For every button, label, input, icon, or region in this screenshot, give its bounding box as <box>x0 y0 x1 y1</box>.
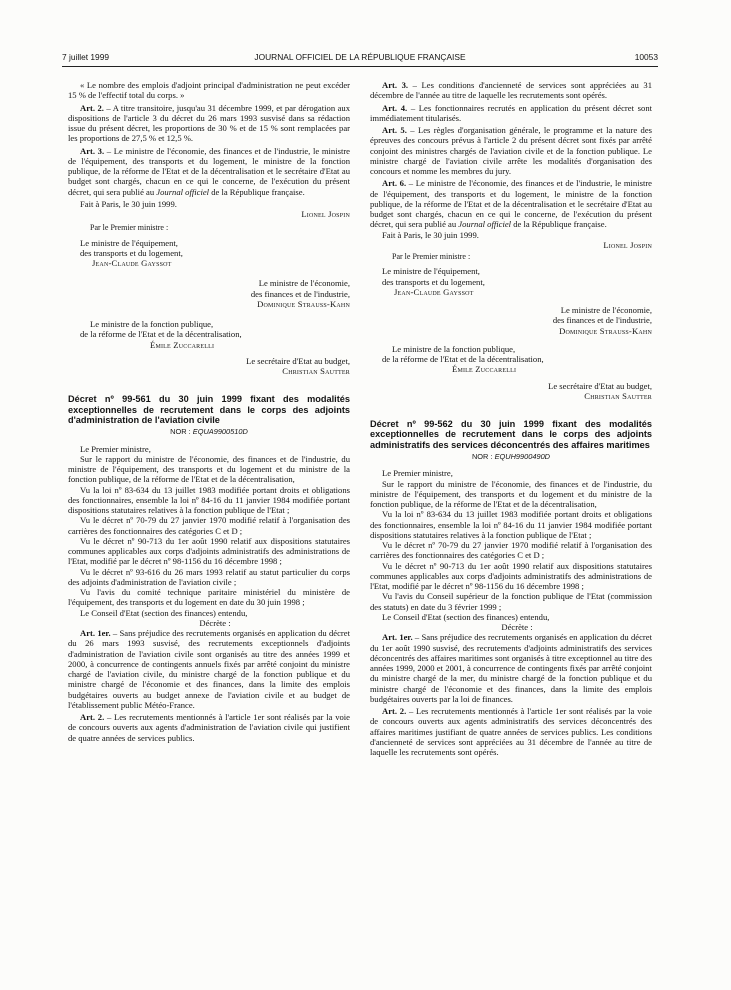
paragraph: Vu l'avis du Conseil supérieur de la fonction publique de l'Etat (commission des statuts) en date du 3 février 1999 ; <box>370 591 652 612</box>
minister-name: Émile Zuccarelli <box>452 364 517 375</box>
signer-name: Lionel Jospin <box>603 239 652 250</box>
minister-name: Dominique Strauss-Kahn <box>559 325 652 336</box>
paragraph: « Le nombre des emplois d'adjoint principal d'administration ne peut excéder 15 % de l'effectif total du corps. » <box>68 80 350 101</box>
article-text: – Les règles d'organisation générale, le programme et la nature des épreuves des concours prévus à l'article 2 du présent décret sont fixés par arrêté conjoint des ministres chargés de l'aviation civile et de la fonction publique. Le ministre chargé de l'aviation civile arrête les modalités d'organisation des concours et nomme les membres du jury. <box>370 125 652 176</box>
minister-title: Le secrétaire d'Etat au budget, <box>548 380 652 391</box>
par-premier-ministre: Par le Premier ministre : <box>392 252 471 261</box>
article-label: Art. 3. <box>80 145 105 156</box>
left-column <box>68 80 350 743</box>
paragraph: Vu le décret nº 93-616 du 26 mars 1993 relatif au statut particulier du corps des adjoints d'administration de l'aviation civile ; <box>68 566 350 587</box>
paragraph: Le Premier ministre, <box>80 443 151 454</box>
minister-title: Le ministre de l'équipement, <box>80 237 178 248</box>
article-text: – A titre transitoire, jusqu'au 31 décembre 1999, et par dérogation aux dispositions de l'article 3 du décret du 26 mars 1993 susvisé dans sa rédaction issue du présent décret, les proportions de 30 % et de 15 % sont remplacées par les proportions de 27,5 % et 12,5 %. <box>68 102 350 144</box>
article <box>68 628 350 710</box>
minister-name: Émile Zuccarelli <box>150 339 215 350</box>
minister-title: des finances et de l'industrie, <box>250 288 350 299</box>
paragraph: Vu le décret nº 70-79 du 27 janvier 1970 modifié relatif à l'organisation des carrières des fonctionnaires des catégories C et D ; <box>68 515 350 536</box>
article <box>370 103 652 124</box>
article-text: – Les conditions d'ancienneté de services sont appréciées au 31 décembre de l'année au titre de laquelle les recrutements sont opérés. <box>370 80 652 101</box>
minister-title: Le ministre de l'économie, <box>560 305 652 315</box>
article-text: de la République française. <box>209 186 305 197</box>
article-text: – Sans préjudice des recrutements organisés en application du décret du 26 mars 1993 susvisé, des recrutements exceptionnels d'adjoints d'administration de l'aviation civile sont organisés au titre des années 1999 et 2000, à concurrence de contingents annuels fixés par arrêté conjoint du ministre chargé de l'aviation civile, du ministre chargé de la fonction publique et du ministre chargé de l'économie et des finances, dans la limite des emplois budgétaires ouverts au budget annexe de l'aviation civile et au budget de l'établissement public Météo-France. <box>68 628 350 710</box>
decrete-heading: Décrète : <box>199 617 231 628</box>
minister-title: des transports et du logement, <box>382 276 485 287</box>
article-label: Art. 6. <box>382 178 407 189</box>
minister-title: des finances et de l'industrie, <box>552 315 652 326</box>
paragraph: Vu la loi nº 83-634 du 13 juillet 1983 modifiée portant droits et obligations des fonctionnaires, ensemble la loi nº 84-16 du 11 janvier 1984 modifiée portant dispositions statutaires relatives à la fonction publique de l'Etat ; <box>370 509 652 540</box>
minister-title: Le ministre de l'économie, <box>258 278 350 289</box>
article <box>370 125 652 176</box>
minister-title: Le ministre de la fonction publique, <box>392 343 516 354</box>
paragraph: Sur le rapport du ministre de l'économie, des finances et de l'industrie, du ministre de l'équipement, des transports et du logement et du ministre de la fonction publique, de la réforme de l'Etat et de la décentralisation, <box>68 453 350 485</box>
header-journal-title: JOURNAL OFFICIEL DE LA RÉPUBLIQUE FRANÇAISE <box>254 52 466 62</box>
minister-title: de la réforme de l'Etat et de la décentralisation, <box>382 354 544 364</box>
article <box>370 706 652 757</box>
decree-title: Décret nº 99-562 du 30 juin 1999 fixant des modalités exceptionnelles de recrutement dans le corps des adjoints administratifs des services déconcentrés des affaires maritimes <box>370 419 652 450</box>
article-text: – Les recrutements mentionnés à l'article 1er sont réalisés par la voie de concours ouverts aux agents d'administration de l'aviation civile qui justifient de quatre années de services publics. <box>68 712 350 743</box>
nor-label: NOR : <box>170 427 193 437</box>
article-label: Art. 1er. <box>80 628 111 639</box>
article <box>370 178 652 229</box>
header-page-number: 10053 <box>634 52 658 62</box>
paragraph: Vu le décret nº 90-713 du 1er août 1990 relatif aux dispositions statutaires communes applicables aux corps d'adjoints administratifs des administrations de l'Etat, modifié par le décret nº 98-1156 du 16 décembre 1998 ; <box>370 560 652 592</box>
page-header <box>62 52 658 66</box>
paragraph: Le Premier ministre, <box>382 468 453 479</box>
article <box>68 103 350 144</box>
nor-label: NOR : <box>471 452 495 462</box>
nor-code: EQUA9900510D <box>192 427 248 437</box>
minister-name: Jean-Claude Gayssot <box>394 286 474 297</box>
nor-reference <box>68 427 350 437</box>
paragraph: Vu le décret nº 90-713 du 1er août 1990 relatif aux dispositions statutaires communes applicables aux corps d'adjoints administratifs des administrations de l'Etat, modifié par le décret nº 98-1156 du 16 décembre 1998 ; <box>68 535 350 567</box>
article <box>68 146 350 197</box>
par-premier-ministre: Par le Premier ministre : <box>90 223 169 233</box>
article <box>68 712 350 743</box>
minister-title: Le ministre de la fonction publique, <box>90 319 214 329</box>
article <box>370 80 652 101</box>
decree-title: Décret nº 99-561 du 30 juin 1999 fixant des modalités exceptionnelles de recrutement dans le corps des adjoints d'administration de l'aviation civile <box>68 394 350 426</box>
header-date: 7 juillet 1999 <box>62 52 110 62</box>
paragraph: Sur le rapport du ministre de l'économie, des finances et de l'industrie, du ministre de l'équipement, des transports et du logement et du ministre de la fonction publique, de la réforme de l'Etat et de la décentralisation, <box>370 478 652 510</box>
journal-name: Journal officiel <box>458 219 512 230</box>
minister-name: Dominique Strauss-Kahn <box>257 298 350 309</box>
paragraph: Vu le décret nº 70-79 du 27 janvier 1970 modifié relatif à l'organisation des carrières des fonctionnaires des catégories C et D ; <box>370 540 652 561</box>
article-text: – Le ministre de l'économie, des finances et de l'industrie, le ministre de l'équipement, des transports et du logement, le ministre de la fonction publique, de la réforme de l'Etat et de la décentralisation et le secrétaire d'Etat au budget sont chargés, chacun en ce qui le concerne, de l'exécution du présent décret, qui sera publié au <box>68 145 351 197</box>
decrete-heading: Décrète : <box>501 622 533 633</box>
right-column <box>370 80 652 757</box>
article-label: Art. 2. <box>382 706 407 717</box>
article-text: de la République française. <box>511 219 607 230</box>
article-label: Art. 1er. <box>382 632 413 643</box>
minister-name: Jean-Claude Gayssot <box>92 258 172 268</box>
signer-name: Lionel Jospin <box>301 209 350 219</box>
fait-line: Fait à Paris, le 30 juin 1999. <box>382 229 479 240</box>
article-text: – Sans préjudice des recrutements organisés en application du décret du 1er août 1990 susvisé, des recrutements d'adjoints administratifs des services déconcentrés des affaires maritimes sont organisés à titre exceptionnel au titre des années 1999, 2000 et 2001, à concurrence de contingents fixés par arrêté conjoint du ministre chargé de la mer, du ministre chargé de la fonction publique et du ministre chargé de l'économie et des finances, dans la limite des emplois budgétaires ouverts par la loi de finances. <box>370 632 652 704</box>
minister-title: de la réforme de l'Etat et de la décentralisation, <box>80 329 242 340</box>
article-label: Art. 4. <box>382 102 408 113</box>
minister-name: Christian Sautter <box>584 390 652 401</box>
paragraph: Vu l'avis du comité technique paritaire ministériel du ministère de l'équipement, des transports et du logement en date du 30 juin 1998 ; <box>68 587 350 608</box>
article-text: – Les fonctionnaires recrutés en application du présent décret sont immédiatement titularisés. <box>370 102 653 123</box>
article-text: – Les recrutements mentionnés à l'article 1er sont réalisés par la voie de concours ouverts aux agents administratifs des services déconcentrés des affaires maritimes justifiant de quatre années de services publics. Les conditions d'ancienneté de services sont appréciées au 31 décembre de l'année au titre de laquelle les recrutements sont opérés. <box>370 706 652 758</box>
minister-name: Christian Sautter <box>282 366 350 376</box>
minister-title: Le ministre de l'équipement, <box>382 266 480 277</box>
paragraph: Vu la loi nº 83-634 du 13 juillet 1983 modifiée portant droits et obligations des fonctionnaires, ensemble la loi nº 84-16 du 11 janvier 1984 modifiée portant dispositions statutaires relatives à la fonction publique de l'Etat ; <box>68 484 350 516</box>
header-rule <box>62 66 658 67</box>
article <box>370 632 652 704</box>
minister-title: des transports et du logement, <box>80 247 183 258</box>
article-label: Art. 3. <box>382 80 409 90</box>
paragraph: Le Conseil d'Etat (section des finances) entendu, <box>382 611 550 622</box>
article-label: Art. 2. <box>80 712 105 723</box>
article-label: Art. 2. <box>80 102 104 113</box>
minister-title: Le secrétaire d'Etat au budget, <box>246 355 350 366</box>
nor-reference <box>370 452 652 462</box>
nor-code: EQUH9900490D <box>494 452 551 462</box>
article-label: Art. 5. <box>382 125 407 135</box>
fait-line: Fait à Paris, le 30 juin 1999. <box>80 198 177 209</box>
article-text: – Le ministre de l'économie, des finances et de l'industrie, le ministre de l'équipement, des transports et du logement, le ministre de la fonction publique, de la réforme de l'Etat et de la décentralisation et le secrétaire d'Etat au budget sont chargés, chacun en ce qui le concerne, de l'exécution du présent décret, qui sera publié au <box>370 178 653 230</box>
journal-name: Journal officiel <box>156 186 210 197</box>
paragraph: Le Conseil d'Etat (section des finances) entendu, <box>80 607 248 618</box>
